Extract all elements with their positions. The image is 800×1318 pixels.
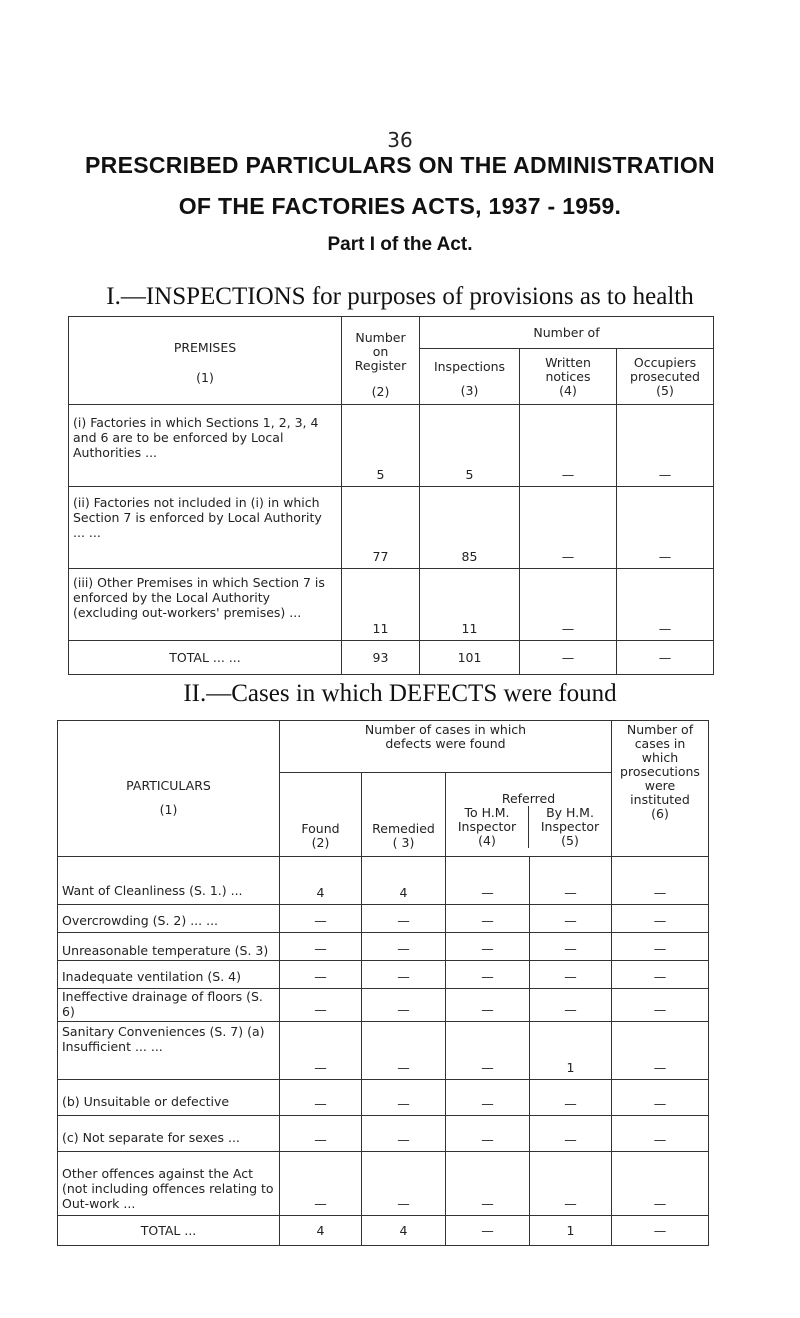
table-row <box>58 1022 709 1080</box>
to-hm-cell: — <box>446 989 530 1022</box>
prosecutions-cell: — <box>612 905 709 933</box>
prosecutions-cell: — <box>612 857 709 905</box>
prosecutions-cell: — <box>612 961 709 989</box>
by-hm-cell: — <box>530 1080 612 1116</box>
row-label: (ii) Factories not included in (i) in which Section 7 is enforced by Local Authority ... ... <box>69 487 342 569</box>
title-line-2: OF THE FACTORIES ACTS, 1937 - 1959. <box>178 193 622 219</box>
row-label: Other offences against the Act (not including offences relating to Out-work ... <box>58 1152 280 1216</box>
remedied-header: Remedied ( 3) <box>362 773 446 857</box>
table-row <box>69 569 714 641</box>
row-label: (i) Factories in which Sections 1, 2, 3, 4 and 6 are to be enforced by Local Authorities ... <box>69 405 342 487</box>
total-to-hm: — <box>446 1216 530 1246</box>
number-of-header: Number of <box>420 317 714 349</box>
prosecutions-cell: — <box>612 1152 709 1216</box>
prosecuted-cell: — <box>617 487 714 569</box>
by-hm-cell: — <box>530 857 612 905</box>
by-hm-header: By H.M. Inspector (5) <box>540 804 600 848</box>
inspections-cell: 85 <box>420 487 520 569</box>
premises-header: PREMISES (1) <box>69 317 342 405</box>
remedied-cell: 4 <box>362 857 446 905</box>
total-prosecuted: — <box>617 641 714 675</box>
referred-header: Referred To H.M. Inspector (4) By H.M. Inspector (5) <box>446 773 612 857</box>
found-cell: 4 <box>280 857 362 905</box>
remedied-cell: — <box>362 1152 446 1216</box>
found-cell: — <box>280 1022 362 1080</box>
found-cell: — <box>280 1080 362 1116</box>
total-remedied: 4 <box>362 1216 446 1246</box>
by-hm-cell: — <box>530 989 612 1022</box>
to-hm-cell: — <box>446 933 530 961</box>
to-hm-cell: — <box>446 961 530 989</box>
remedied-cell: — <box>362 961 446 989</box>
remedied-cell: — <box>362 1116 446 1152</box>
row-label: Unreasonable temperature (S. 3) <box>58 933 280 961</box>
found-cell: — <box>280 989 362 1022</box>
title-line-3: Part I of the Act. <box>327 234 473 255</box>
table-row <box>69 405 714 487</box>
prosecutions-cell: — <box>612 1022 709 1080</box>
row-label: (iii) Other Premises in which Section 7 is enforced by the Local Authority (excluding out-workers' premises) ... <box>69 569 342 641</box>
prosecutions-cell: — <box>612 1080 709 1116</box>
to-hm-header: To H.M. Inspector (4) <box>446 806 529 848</box>
found-cell: — <box>280 905 362 933</box>
register-cell: 11 <box>342 569 420 641</box>
remedied-cell: — <box>362 989 446 1022</box>
total-row <box>58 1216 709 1246</box>
to-hm-cell: — <box>446 1080 530 1116</box>
prosecuted-cell: — <box>617 569 714 641</box>
number-of-cases-header: Number of cases in which defects were found <box>280 721 612 773</box>
inspections-cell: 5 <box>420 405 520 487</box>
to-hm-cell: — <box>446 905 530 933</box>
register-header: Number on Register (2) <box>342 317 420 405</box>
total-label: TOTAL ... <box>58 1216 280 1246</box>
by-hm-cell: — <box>530 905 612 933</box>
table-row <box>58 857 709 905</box>
table-row <box>58 1116 709 1152</box>
total-notices: — <box>520 641 617 675</box>
particulars-header: PARTICULARS (1) <box>58 721 280 857</box>
remedied-cell: — <box>362 1022 446 1080</box>
found-cell: — <box>280 1116 362 1152</box>
written-notices-header: Written notices (4) <box>520 349 617 405</box>
by-hm-cell: 1 <box>530 1022 612 1080</box>
total-label: TOTAL ... ... <box>69 641 342 675</box>
to-hm-cell: — <box>446 1022 530 1080</box>
table-row <box>58 933 709 961</box>
notices-cell: — <box>520 487 617 569</box>
remedied-cell: — <box>362 933 446 961</box>
table-row <box>58 1152 709 1216</box>
by-hm-cell: — <box>530 1152 612 1216</box>
prosecutions-cell: — <box>612 933 709 961</box>
by-hm-cell: — <box>530 961 612 989</box>
notices-cell: — <box>520 569 617 641</box>
inspections-header: Inspections (3) <box>420 349 520 405</box>
to-hm-cell: — <box>446 857 530 905</box>
found-cell: — <box>280 933 362 961</box>
row-label: (b) Unsuitable or defective <box>58 1080 280 1116</box>
to-hm-cell: — <box>446 1152 530 1216</box>
register-cell: 77 <box>342 487 420 569</box>
found-cell: — <box>280 1152 362 1216</box>
row-label: Overcrowding (S. 2) ... ... <box>58 905 280 933</box>
inspections-cell: 11 <box>420 569 520 641</box>
total-row <box>69 641 714 675</box>
to-hm-cell: — <box>446 1116 530 1152</box>
table-row <box>58 989 709 1022</box>
page-number: 36 <box>387 128 413 152</box>
row-label: Sanitary Conveniences (S. 7) (a) Insufficient ... ... <box>58 1022 280 1080</box>
inspections-table <box>68 316 714 675</box>
row-label: Inadequate ventilation (S. 4) <box>58 961 280 989</box>
total-by-hm: 1 <box>530 1216 612 1246</box>
row-label: Ineffective drainage of floors (S. 6) <box>58 989 280 1022</box>
row-label: Want of Cleanliness (S. 1.) ... <box>58 857 280 905</box>
found-cell: — <box>280 961 362 989</box>
total-inspections: 101 <box>420 641 520 675</box>
by-hm-cell: — <box>530 933 612 961</box>
table-row <box>58 961 709 989</box>
prosecutions-cell: — <box>612 989 709 1022</box>
table-row <box>69 487 714 569</box>
register-cell: 5 <box>342 405 420 487</box>
prosecuted-cell: — <box>617 405 714 487</box>
notices-cell: — <box>520 405 617 487</box>
table-row <box>58 1080 709 1116</box>
title-line-1: PRESCRIBED PARTICULARS ON THE ADMINISTRATION <box>85 152 715 178</box>
occupiers-header: Occupiers prosecuted (5) <box>617 349 714 405</box>
defects-table <box>57 720 709 1246</box>
total-prosecutions: — <box>612 1216 709 1246</box>
inspections-title: I.—INSPECTIONS for purposes of provisions as to health <box>106 283 694 310</box>
remedied-cell: — <box>362 1080 446 1116</box>
by-hm-cell: — <box>530 1116 612 1152</box>
found-header: Found (2) <box>280 773 362 857</box>
total-register: 93 <box>342 641 420 675</box>
prosecutions-header: Number of cases in which prosecutions were instituted (6) <box>612 721 709 857</box>
row-label: (c) Not separate for sexes ... <box>58 1116 280 1152</box>
prosecutions-cell: — <box>612 1116 709 1152</box>
remedied-cell: — <box>362 905 446 933</box>
defects-title: II.—Cases in which DEFECTS were found <box>183 680 617 707</box>
total-found: 4 <box>280 1216 362 1246</box>
table-row <box>58 905 709 933</box>
